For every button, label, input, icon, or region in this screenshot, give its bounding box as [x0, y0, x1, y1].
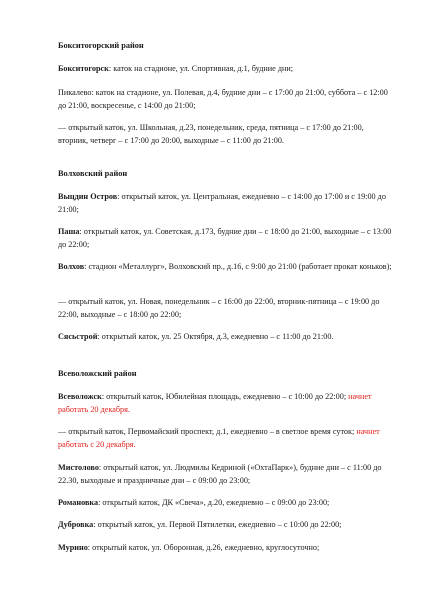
list-item — [58, 190, 392, 216]
list-item — [58, 86, 392, 112]
district-boksitogorsk — [58, 40, 392, 51]
district-vsevolozhsk — [58, 368, 392, 379]
entry-text: : открытый каток, ул. Первой Пятилетки, ежедневно – с 10:00 до 22:00; — [93, 520, 342, 529]
list-item — [58, 390, 392, 416]
entry-text: : каток на стадионе, ул. Спортивная, д.1, будние дни; — [108, 64, 294, 73]
list-item — [58, 425, 392, 451]
place-name: Выцдин Остров — [58, 192, 118, 201]
entry-text: : открытый каток, ул. Центральная, ежедневно – с 14:00 до 17:00 и с 19:00 до 21:00; — [58, 192, 386, 214]
list-item — [58, 461, 392, 487]
entry-text: Пикалево: каток на стадионе, ул. Полевая, д.4, будние дни – с 17:00 до 21:00, суббота – с 12:00 до 21:00, воскресенье, с 14:00 до 21:00; — [58, 88, 388, 110]
list-item — [58, 295, 392, 321]
place-name: Мистолово — [58, 463, 99, 472]
status-note: начнет работать 20 декабря. — [58, 392, 372, 414]
place-name: Волхов — [58, 262, 85, 271]
entry-text: — открытый каток, Первомайский проспект, д.1, ежедневно – в светлое время суток; — [58, 427, 357, 436]
district-title: Волховский район — [58, 169, 128, 178]
list-item — [58, 496, 392, 509]
list-item — [58, 121, 392, 147]
entry-text: — открытый каток, ул. Новая, понедельник – с 16:00 до 22:00, вторник-пятница – с 19:00 до 22:00, выходные – с 18:00 до 22:00; — [58, 297, 380, 319]
entry-text: : открытый каток, ул. Оборонная, д.26, ежедневно, круглосуточно; — [87, 543, 320, 552]
place-name: Паша — [58, 227, 80, 236]
place-name: Всеволожск — [58, 392, 102, 401]
entry-text: : открытый каток, ул. 25 Октября, д.3, ежедневно – с 11:00 до 21:00. — [97, 332, 334, 341]
place-name: Сясьстрой — [58, 332, 98, 341]
district-volkhov — [58, 168, 392, 179]
status-note: начнет работать с 20 декабря. — [58, 427, 380, 449]
list-item — [58, 225, 392, 251]
entry-text: : открытый каток, ул. Советская, д.173, будние дни – с 18:00 до 21:00, выходные – с 13:00 до 22:00; — [58, 227, 392, 249]
entry-text: — открытый каток, ул. Школьная, д.23, понедельник, среда, пятница – с 17:00 до 21:00, вторник, четверг – с 17:00 до 20:00, выходные – с 11:00 до 21:00. — [58, 123, 364, 145]
district-title: Бокситогорский район — [58, 41, 144, 50]
list-item — [58, 260, 392, 273]
list-item — [58, 518, 392, 531]
entry-text: : открытый каток, Юбилейная площадь, ежедневно – с 10:00 до 22:00; — [101, 392, 349, 401]
place-name: Бокситогорск — [58, 64, 109, 73]
entry-text: : открытый каток, ул. Людмилы Кедриной («ОхтаПарк»), будние дни – с 11:00 до 22.30, выходные и праздничные дни – с 09:00 до 23:00; — [58, 463, 382, 485]
list-item — [58, 541, 392, 554]
list-item — [58, 62, 392, 75]
place-name: Романовка — [58, 498, 99, 507]
district-title: Всеволожский район — [58, 369, 137, 378]
place-name: Дубровка — [58, 520, 94, 529]
entry-text: : открытый каток, ДК «Свеча», д.20, ежедневно – с 09:00 до 23:00; — [98, 498, 330, 507]
list-item — [58, 330, 392, 343]
place-name: Мурино — [58, 543, 88, 552]
entry-text: : стадион «Металлург», Волховский пр., д.16, с 9:00 до 21:00 (работает прокат коньков); — [84, 262, 392, 271]
